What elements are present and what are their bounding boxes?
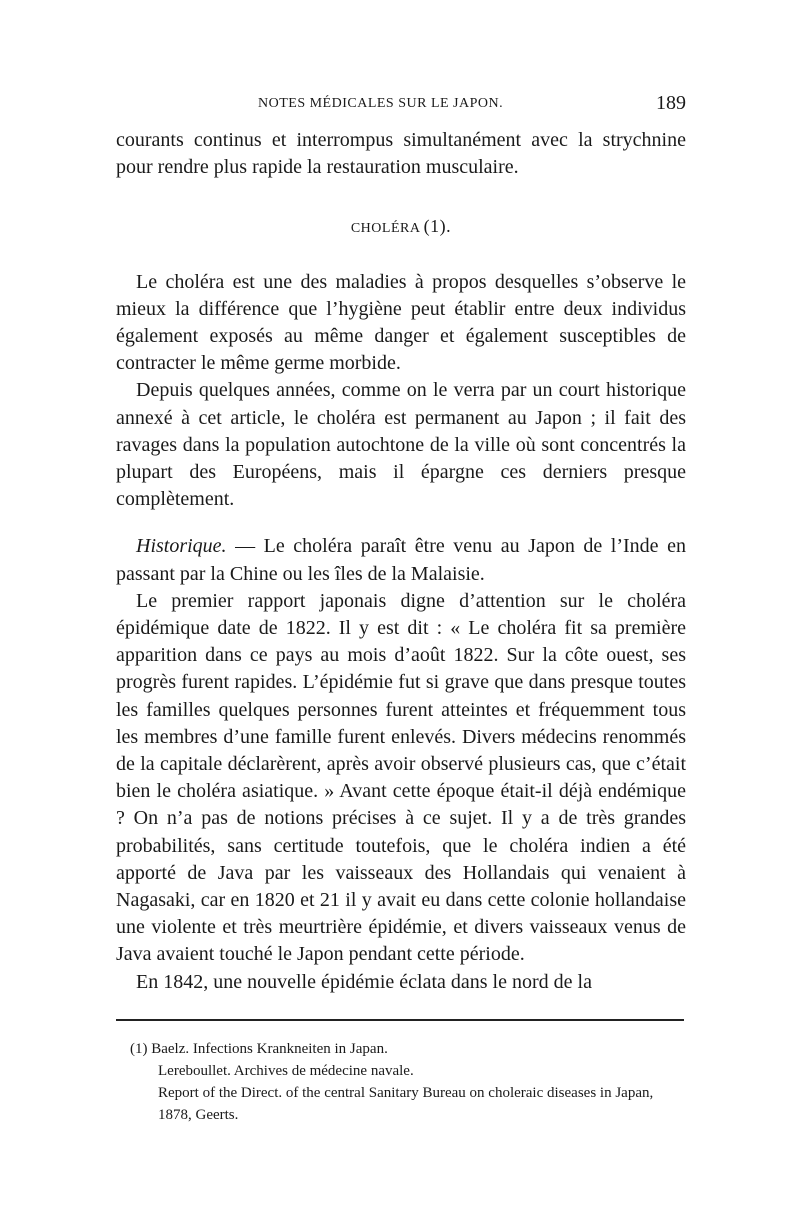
footnote-line: (1) Baelz. Infections Krankneiten in Japan. <box>130 1041 388 1057</box>
running-title: NOTES MÉDICALES SUR LE JAPON. <box>258 96 504 111</box>
paragraph: Le choléra est une des maladies à propos desquelles s’observe le mieux la différence que l’hygiène peut établir entre deux individus également exposés au même danger et également susceptibles de contracter le même germe morbide. <box>116 270 686 375</box>
paragraph: Le premier rapport japonais digne d’attention sur le choléra épidémique date de 1822. Il y est dit : « Le choléra fit sa première apparition dans ce pays au mois d’août 1822. Sur la côte ouest, ses progrès furent rapides. L’épidémie fut si grave que dans presque toutes les familles quelques personnes furent atteintes et fréquemment tous les membres d’une famille furent enlevés. Divers médecins renommés de la capitale déclarèrent, après avoir observé plusieurs cas, que c’était bien le choléra asiatique. » Avant cette époque était-il déjà endémique ? On n’a pas de notions précises à ce sujet. Il y a de très grandes probabilités, sans certitude toutefois, que le choléra indien a été apporté de Java par les vaisseaux des Hollandais qui venaient à Nagasaki, car en 1820 et 21 il y avait eu dans cette colonie hollandaise une violente et très meurtrière épidémie, et divers vaisseaux venus de Java avaient touché le Japon pendant cette période. <box>116 589 686 966</box>
footnote-divider <box>116 1019 684 1021</box>
intro-paragraph: courants continus et interrompus simultanément avec la strychnine pour rendre plus rapide la restauration musculaire. <box>116 129 686 179</box>
footnote-reference: (1). <box>423 216 452 237</box>
footnote-line: Report of the Direct. of the central Sanitary Bureau on choleraic diseases in Japan, 1878, Geerts. <box>158 1085 654 1123</box>
paragraph: Depuis quelques années, comme on le verra par un court historique annexé à cet article, le choléra est permanent au Japon ; il fait des ravages dans la population autochtone de la ville où sont concentrés la plupart des Européens, mais il épargne ces derniers presque complètement. <box>116 379 686 511</box>
historique-text: — Le choléra paraît être venu au Japon de l’Inde en passant par la Chine ou les îles de la Malaisie. <box>116 535 686 585</box>
historique-label: Historique. <box>136 535 227 558</box>
section-heading <box>116 213 686 242</box>
paragraph-gap <box>116 513 686 533</box>
paragraph: En 1842, une nouvelle épidémie éclata dans le nord de la <box>136 970 592 993</box>
footnotes <box>130 1038 685 1126</box>
section-title: CHOLÉRA <box>350 221 420 237</box>
page-header <box>116 92 686 120</box>
body-text <box>116 127 686 996</box>
historique-paragraph <box>116 533 686 587</box>
footnote-line: Lereboullet. Archives de médecine navale. <box>158 1063 414 1079</box>
page-number: 189 <box>656 92 686 114</box>
